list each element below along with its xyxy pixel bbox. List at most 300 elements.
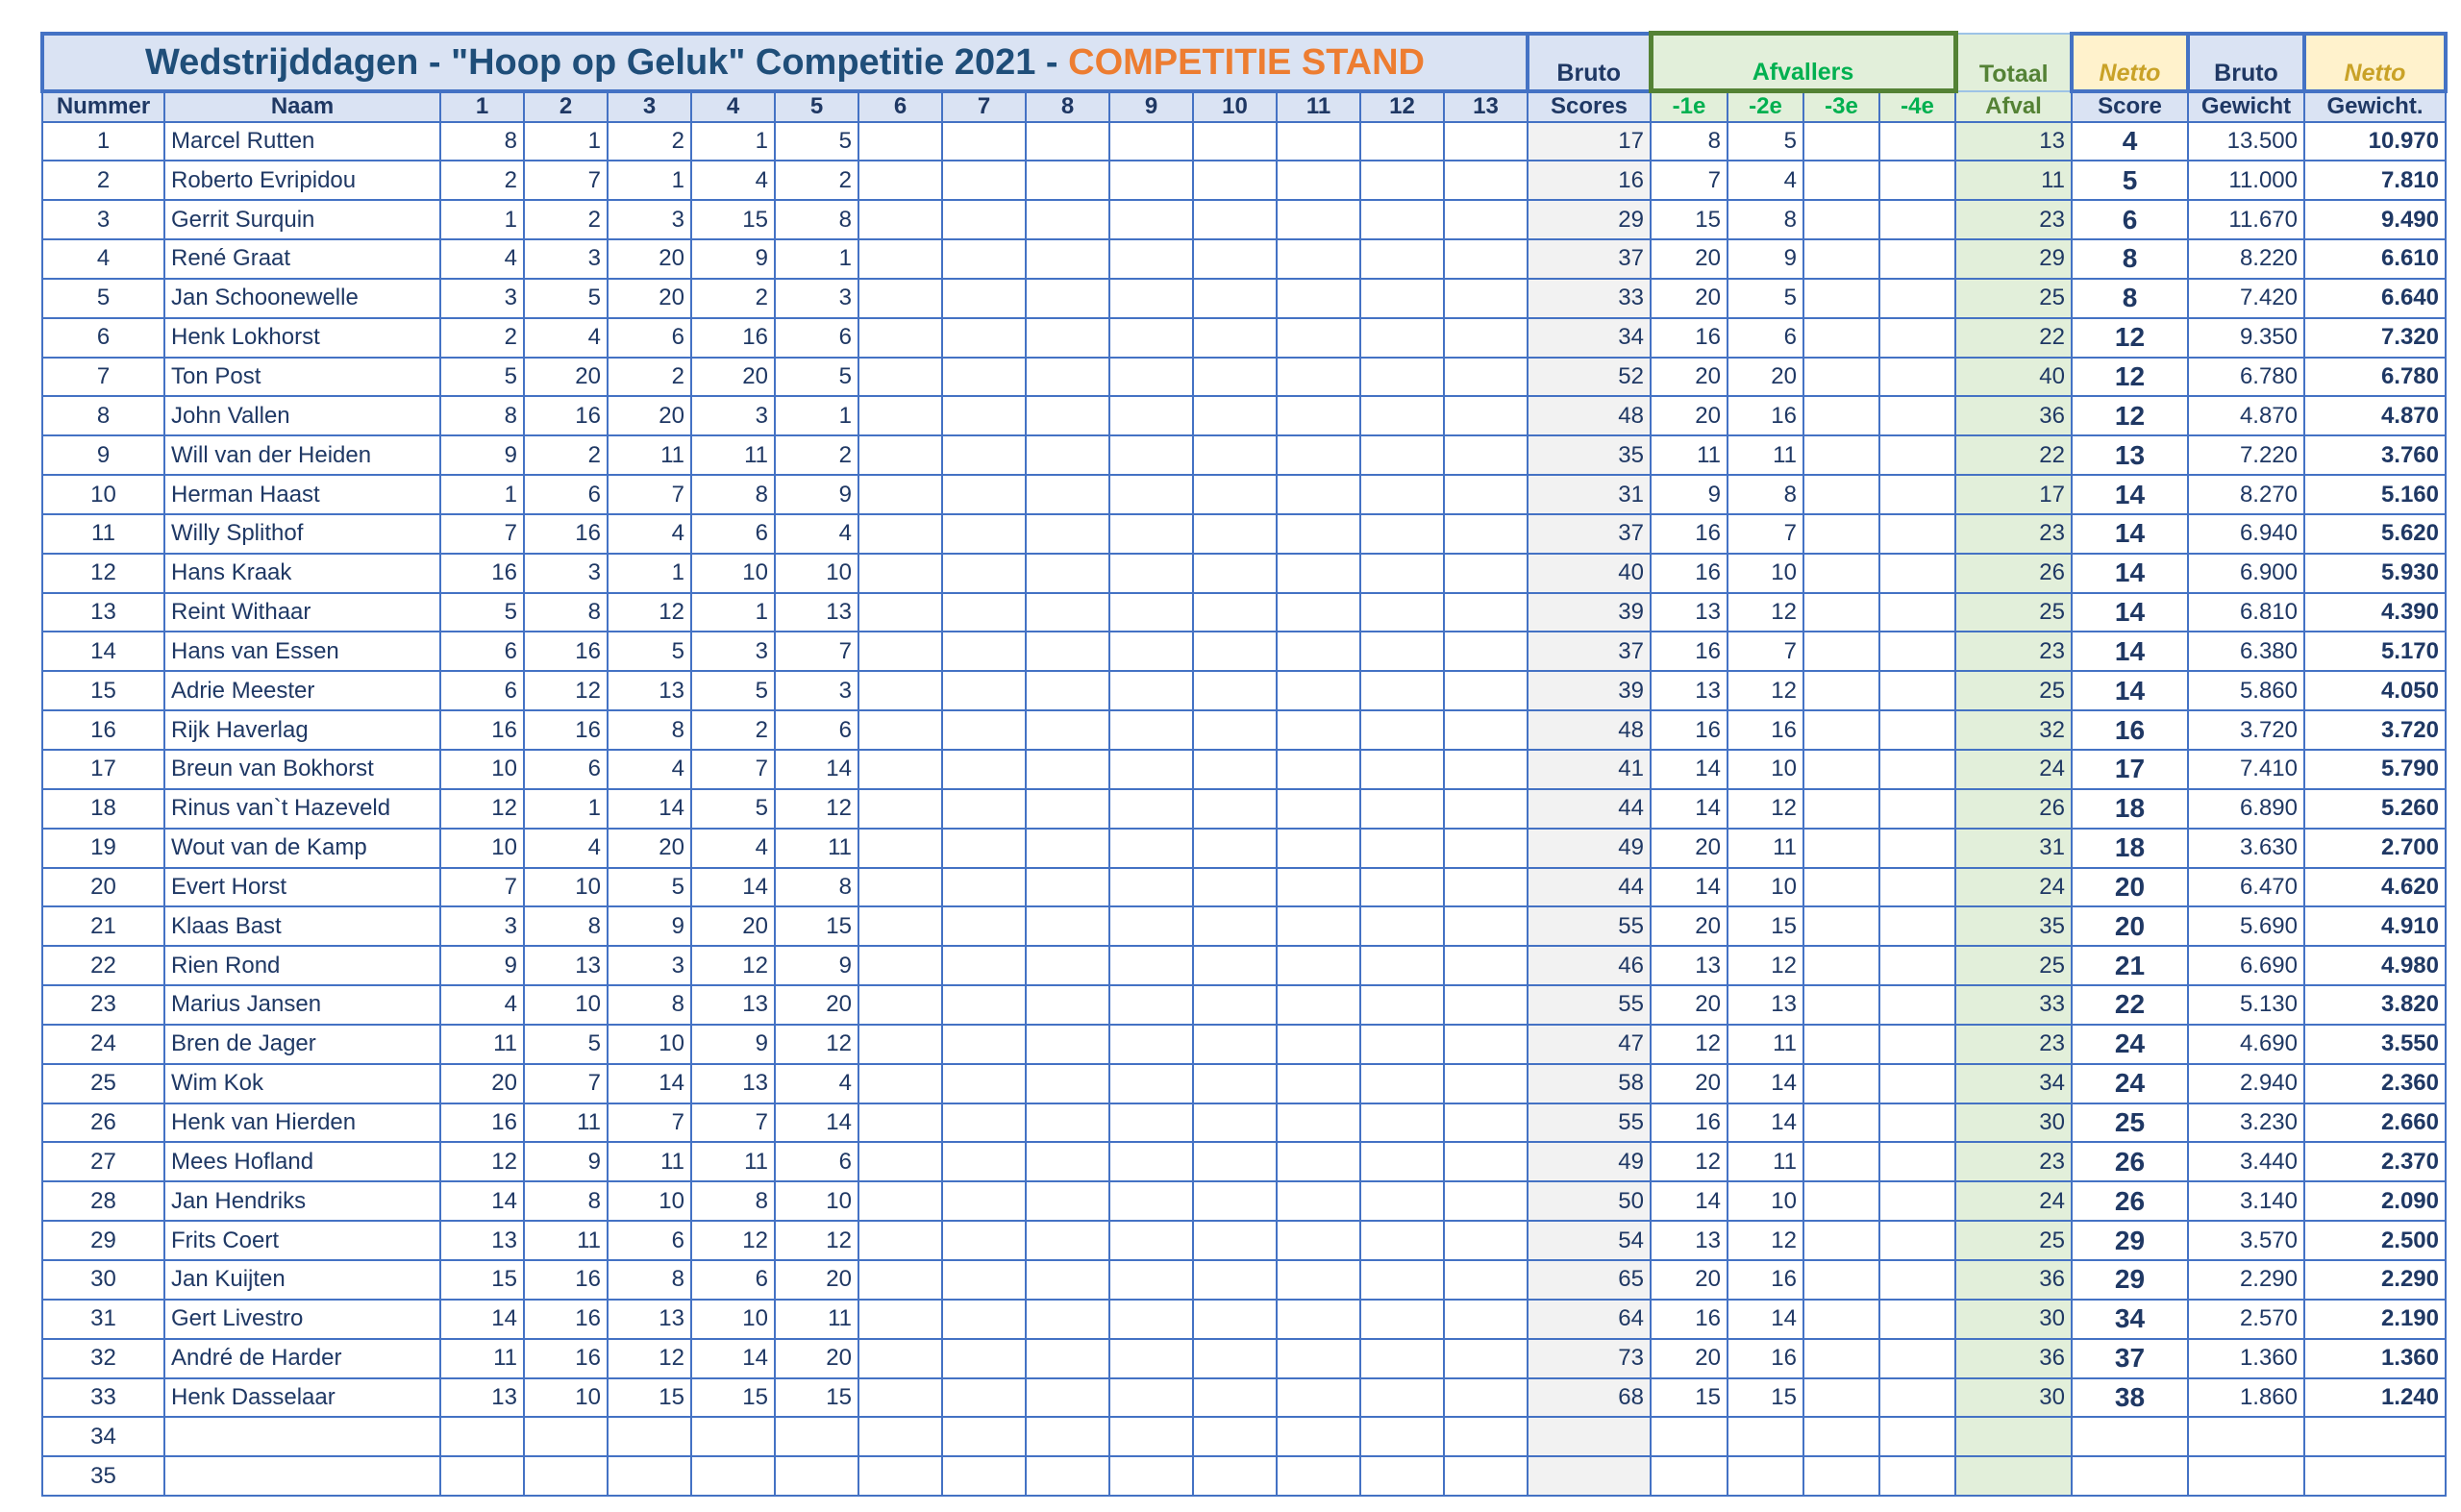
cell-day-score: 15 (440, 1260, 524, 1300)
cell-day-score (1360, 554, 1444, 593)
table-row (42, 1142, 2446, 1181)
cell-day-score (1277, 239, 1360, 279)
cell-afval-total: 31 (1955, 829, 2072, 868)
cell-day-score: 13 (608, 1300, 691, 1339)
cell-day-score (1109, 1221, 1193, 1260)
cell-day-score: 20 (775, 1339, 858, 1378)
cell-day-score: 8 (440, 396, 524, 435)
cell-day-score (1444, 1064, 1528, 1103)
cell-bruto-gewicht: 6.940 (2188, 514, 2304, 554)
cell-bruto-scores: 68 (1528, 1378, 1651, 1418)
cell-afval-total: 36 (1955, 1339, 2072, 1378)
cell-netto-gewicht: 6.640 (2304, 279, 2446, 318)
cell-afval-4 (1879, 435, 1955, 475)
cell-day-score (1360, 122, 1444, 161)
cell-day-score: 20 (524, 358, 608, 397)
table-row (42, 829, 2446, 868)
cell-bruto-gewicht: 8.270 (2188, 475, 2304, 514)
cell-day-score (440, 1417, 524, 1456)
cell-day-score (1360, 985, 1444, 1025)
cell-naam: Mees Hofland (164, 1142, 440, 1181)
cell-afval-total: 24 (1955, 1181, 2072, 1221)
cell-naam: Henk Lokhorst (164, 318, 440, 358)
cell-day-score (1444, 1260, 1528, 1300)
cell-afval-2: 6 (1728, 318, 1803, 358)
cell-day-score: 16 (440, 710, 524, 750)
cell-afval-1: 14 (1651, 750, 1728, 789)
cell-afval-4 (1879, 396, 1955, 435)
col-header-day: 5 (775, 91, 858, 122)
cell-day-score (1444, 710, 1528, 750)
cell-day-score: 20 (608, 239, 691, 279)
cell-afval-4 (1879, 1260, 1955, 1300)
cell-afval-1: 20 (1651, 906, 1728, 946)
cell-day-score: 12 (775, 1025, 858, 1064)
cell-afval-4 (1879, 1064, 1955, 1103)
cell-bruto-gewicht (2188, 1456, 2304, 1496)
cell-day-score: 5 (524, 1025, 608, 1064)
cell-naam: Henk Dasselaar (164, 1378, 440, 1418)
cell-day-score: 5 (608, 632, 691, 671)
cell-day-score (1193, 279, 1277, 318)
cell-afval-total: 23 (1955, 1142, 2072, 1181)
cell-day-score (1277, 750, 1360, 789)
cell-afval-1: 14 (1651, 789, 1728, 829)
cell-day-score: 11 (440, 1025, 524, 1064)
cell-day-score (1193, 1064, 1277, 1103)
cell-netto-gewicht: 2.290 (2304, 1260, 2446, 1300)
competition-standings-table (40, 31, 2448, 1497)
cell-afval-1: 20 (1651, 1339, 1728, 1378)
cell-day-score (1277, 200, 1360, 239)
cell-day-score (1109, 1064, 1193, 1103)
cell-afval-2: 16 (1728, 396, 1803, 435)
cell-day-score: 10 (775, 1181, 858, 1221)
cell-afval-1: 20 (1651, 239, 1728, 279)
cell-day-score: 14 (775, 750, 858, 789)
cell-afval-2: 15 (1728, 906, 1803, 946)
cell-day-score (858, 1025, 942, 1064)
cell-day-score (942, 1300, 1026, 1339)
cell-day-score (858, 750, 942, 789)
cell-day-score (1109, 829, 1193, 868)
cell-afval-2: 10 (1728, 554, 1803, 593)
cell-netto-score: 16 (2072, 710, 2188, 750)
col-header-day: 10 (1193, 91, 1277, 122)
cell-day-score (1360, 1064, 1444, 1103)
cell-day-score: 12 (440, 1142, 524, 1181)
cell-day-score (1109, 1417, 1193, 1456)
cell-afval-1 (1651, 1456, 1728, 1496)
cell-day-score (1193, 789, 1277, 829)
cell-afval-4 (1879, 750, 1955, 789)
cell-bruto-scores: 50 (1528, 1181, 1651, 1221)
cell-afval-2: 14 (1728, 1103, 1803, 1143)
cell-day-score: 8 (608, 710, 691, 750)
cell-afval-total: 26 (1955, 554, 2072, 593)
cell-bruto-gewicht: 1.860 (2188, 1378, 2304, 1418)
cell-afval-total: 35 (1955, 906, 2072, 946)
cell-day-score: 5 (691, 671, 775, 710)
cell-netto-score: 14 (2072, 671, 2188, 710)
cell-netto-score: 29 (2072, 1221, 2188, 1260)
cell-day-score: 1 (440, 475, 524, 514)
cell-afval-total: 33 (1955, 985, 2072, 1025)
cell-bruto-gewicht: 8.220 (2188, 239, 2304, 279)
cell-day-score: 7 (440, 868, 524, 907)
cell-day-score (1360, 1221, 1444, 1260)
cell-afval-1: 13 (1651, 946, 1728, 985)
cell-nummer: 19 (42, 829, 164, 868)
cell-day-score (1026, 358, 1109, 397)
cell-afval-1: 8 (1651, 122, 1728, 161)
cell-day-score (1360, 750, 1444, 789)
cell-nummer: 18 (42, 789, 164, 829)
cell-afval-total: 26 (1955, 789, 2072, 829)
table-row (42, 750, 2446, 789)
cell-day-score (1193, 1025, 1277, 1064)
cell-day-score (942, 593, 1026, 632)
cell-naam: Jan Kuijten (164, 1260, 440, 1300)
cell-naam: Bren de Jager (164, 1025, 440, 1064)
cell-afval-3 (1803, 750, 1879, 789)
cell-afval-2: 7 (1728, 632, 1803, 671)
cell-day-score (858, 239, 942, 279)
cell-bruto-gewicht: 7.410 (2188, 750, 2304, 789)
cell-naam: Wout van de Kamp (164, 829, 440, 868)
cell-day-score (1360, 279, 1444, 318)
cell-afval-total: 29 (1955, 239, 2072, 279)
cell-day-score (1360, 514, 1444, 554)
cell-day-score (1193, 1142, 1277, 1181)
cell-day-score (1026, 946, 1109, 985)
cell-bruto-gewicht: 7.220 (2188, 435, 2304, 475)
cell-bruto-gewicht: 3.440 (2188, 1142, 2304, 1181)
cell-day-score (1193, 1300, 1277, 1339)
cell-day-score (1444, 554, 1528, 593)
cell-day-score (1444, 239, 1528, 279)
cell-day-score (1109, 593, 1193, 632)
col-header-day: 13 (1444, 91, 1528, 122)
cell-afval-2: 10 (1728, 1181, 1803, 1221)
col-header-scores: Scores (1528, 91, 1651, 122)
cell-day-score (1109, 239, 1193, 279)
cell-day-score: 10 (608, 1025, 691, 1064)
cell-naam: Gerrit Surquin (164, 200, 440, 239)
cell-day-score (1444, 829, 1528, 868)
cell-bruto-gewicht: 5.130 (2188, 985, 2304, 1025)
cell-day-score: 11 (524, 1103, 608, 1143)
cell-day-score (1277, 946, 1360, 985)
col-header-afval-4: -4e (1879, 91, 1955, 122)
cell-netto-score: 8 (2072, 279, 2188, 318)
cell-day-score: 12 (691, 1221, 775, 1260)
cell-day-score (1109, 1456, 1193, 1496)
cell-day-score: 1 (691, 593, 775, 632)
cell-day-score (1109, 946, 1193, 985)
table-row (42, 1417, 2446, 1456)
cell-day-score (858, 1300, 942, 1339)
cell-netto-gewicht: 10.970 (2304, 122, 2446, 161)
cell-nummer: 26 (42, 1103, 164, 1143)
cell-afval-1: 16 (1651, 318, 1728, 358)
cell-day-score: 3 (608, 946, 691, 985)
cell-day-score: 10 (524, 868, 608, 907)
table-row (42, 906, 2446, 946)
cell-day-score (1026, 239, 1109, 279)
cell-naam: Herman Haast (164, 475, 440, 514)
cell-day-score (608, 1417, 691, 1456)
cell-day-score (1026, 906, 1109, 946)
cell-afval-total: 22 (1955, 435, 2072, 475)
cell-afval-1: 16 (1651, 632, 1728, 671)
cell-day-score (1444, 1142, 1528, 1181)
cell-day-score (1193, 593, 1277, 632)
cell-day-score (1026, 200, 1109, 239)
cell-bruto-gewicht: 3.630 (2188, 829, 2304, 868)
col-header-day: 3 (608, 91, 691, 122)
cell-day-score (1360, 239, 1444, 279)
cell-bruto-scores: 37 (1528, 514, 1651, 554)
cell-day-score: 3 (691, 632, 775, 671)
cell-bruto-gewicht: 4.690 (2188, 1025, 2304, 1064)
cell-afval-4 (1879, 710, 1955, 750)
cell-afval-total: 13 (1955, 122, 2072, 161)
table-row (42, 985, 2446, 1025)
cell-day-score (858, 1456, 942, 1496)
col-header-gewicht-netto: Gewicht. (2304, 91, 2446, 122)
cell-day-score (858, 161, 942, 200)
cell-afval-2: 16 (1728, 710, 1803, 750)
cell-afval-total: 23 (1955, 632, 2072, 671)
cell-day-score (858, 279, 942, 318)
cell-afval-2: 12 (1728, 671, 1803, 710)
cell-bruto-gewicht: 7.420 (2188, 279, 2304, 318)
cell-netto-score: 14 (2072, 593, 2188, 632)
cell-naam: Hans van Essen (164, 632, 440, 671)
cell-afval-total: 36 (1955, 1260, 2072, 1300)
table-row (42, 475, 2446, 514)
cell-day-score (858, 122, 942, 161)
cell-afval-2: 8 (1728, 200, 1803, 239)
cell-day-score (1277, 318, 1360, 358)
table-row (42, 1181, 2446, 1221)
cell-afval-4 (1879, 122, 1955, 161)
cell-day-score (1026, 829, 1109, 868)
cell-day-score (608, 1456, 691, 1496)
table-row (42, 1456, 2446, 1496)
cell-afval-3 (1803, 435, 1879, 475)
cell-day-score: 4 (524, 829, 608, 868)
cell-day-score (1193, 1417, 1277, 1456)
cell-day-score: 15 (691, 200, 775, 239)
cell-afval-3 (1803, 632, 1879, 671)
cell-afval-3 (1803, 475, 1879, 514)
cell-nummer: 2 (42, 161, 164, 200)
cell-afval-4 (1879, 161, 1955, 200)
cell-day-score (1109, 279, 1193, 318)
cell-day-score: 13 (440, 1221, 524, 1260)
cell-bruto-scores: 49 (1528, 1142, 1651, 1181)
cell-afval-3 (1803, 906, 1879, 946)
cell-day-score (1193, 1260, 1277, 1300)
cell-afval-total: 25 (1955, 1221, 2072, 1260)
cell-day-score (1360, 1260, 1444, 1300)
cell-day-score: 12 (608, 593, 691, 632)
cell-day-score: 6 (775, 318, 858, 358)
cell-day-score: 7 (608, 1103, 691, 1143)
col-header-day: 11 (1277, 91, 1360, 122)
cell-day-score: 7 (440, 514, 524, 554)
cell-day-score (1026, 789, 1109, 829)
cell-afval-1: 12 (1651, 1142, 1728, 1181)
cell-afval-total (1955, 1417, 2072, 1456)
cell-day-score: 2 (608, 122, 691, 161)
cell-day-score: 12 (775, 1221, 858, 1260)
cell-day-score (942, 632, 1026, 671)
cell-afval-1: 20 (1651, 1260, 1728, 1300)
cell-day-score (942, 514, 1026, 554)
cell-day-score (1277, 671, 1360, 710)
cell-afval-4 (1879, 358, 1955, 397)
cell-day-score (1444, 1221, 1528, 1260)
cell-day-score (1193, 396, 1277, 435)
cell-day-score: 4 (691, 161, 775, 200)
cell-netto-gewicht (2304, 1417, 2446, 1456)
cell-day-score (1360, 435, 1444, 475)
cell-day-score (1360, 1417, 1444, 1456)
cell-afval-2: 4 (1728, 161, 1803, 200)
cell-afval-total: 30 (1955, 1378, 2072, 1418)
cell-day-score (1026, 1260, 1109, 1300)
cell-day-score: 4 (775, 514, 858, 554)
cell-netto-gewicht: 4.620 (2304, 868, 2446, 907)
cell-day-score (1277, 514, 1360, 554)
cell-nummer: 10 (42, 475, 164, 514)
cell-bruto-gewicht: 3.570 (2188, 1221, 2304, 1260)
cell-day-score (1026, 1456, 1109, 1496)
cell-day-score (942, 239, 1026, 279)
cell-day-score (1360, 1103, 1444, 1143)
cell-day-score: 1 (524, 789, 608, 829)
cell-day-score: 1 (608, 554, 691, 593)
cell-day-score (1277, 1221, 1360, 1260)
cell-day-score: 9 (775, 946, 858, 985)
cell-afval-4 (1879, 985, 1955, 1025)
cell-afval-3 (1803, 1064, 1879, 1103)
cell-netto-score: 5 (2072, 161, 2188, 200)
cell-day-score (1360, 1142, 1444, 1181)
col-header-afval-total: Afval (1955, 91, 2072, 122)
cell-afval-2 (1728, 1417, 1803, 1456)
cell-day-score: 3 (524, 239, 608, 279)
cell-nummer: 29 (42, 1221, 164, 1260)
cell-day-score (1444, 1417, 1528, 1456)
cell-afval-2: 15 (1728, 1378, 1803, 1418)
cell-afval-3 (1803, 279, 1879, 318)
cell-day-score: 11 (691, 1142, 775, 1181)
cell-day-score (1109, 514, 1193, 554)
cell-naam: Roberto Evripidou (164, 161, 440, 200)
cell-day-score: 3 (440, 906, 524, 946)
cell-day-score (1277, 1456, 1360, 1496)
cell-day-score (1444, 632, 1528, 671)
cell-day-score: 9 (608, 906, 691, 946)
cell-netto-score: 6 (2072, 200, 2188, 239)
cell-day-score: 11 (524, 1221, 608, 1260)
cell-nummer: 9 (42, 435, 164, 475)
cell-afval-total: 23 (1955, 1025, 2072, 1064)
cell-bruto-scores: 54 (1528, 1221, 1651, 1260)
cell-afval-total: 11 (1955, 161, 2072, 200)
cell-afval-1: 16 (1651, 1300, 1728, 1339)
cell-afval-total: 32 (1955, 710, 2072, 750)
cell-day-score: 20 (775, 1260, 858, 1300)
cell-netto-gewicht: 2.700 (2304, 829, 2446, 868)
col-header-gewicht: Gewicht (2188, 91, 2304, 122)
cell-day-score (942, 750, 1026, 789)
cell-day-score (858, 1339, 942, 1378)
cell-afval-1: 15 (1651, 1378, 1728, 1418)
col-header-afval-2: -2e (1728, 91, 1803, 122)
cell-afval-2: 11 (1728, 829, 1803, 868)
cell-day-score: 2 (691, 279, 775, 318)
cell-netto-score: 38 (2072, 1378, 2188, 1418)
cell-day-score (858, 554, 942, 593)
cell-day-score (1444, 1025, 1528, 1064)
cell-day-score (858, 435, 942, 475)
cell-naam: Rijk Haverlag (164, 710, 440, 750)
cell-afval-3 (1803, 239, 1879, 279)
cell-bruto-scores: 39 (1528, 593, 1651, 632)
cell-day-score: 1 (691, 122, 775, 161)
cell-nummer: 24 (42, 1025, 164, 1064)
cell-day-score (1277, 122, 1360, 161)
cell-netto-score: 14 (2072, 554, 2188, 593)
cell-day-score (1360, 906, 1444, 946)
cell-afval-total: 24 (1955, 868, 2072, 907)
header-netto-score: Netto (2072, 34, 2188, 91)
cell-day-score (1026, 985, 1109, 1025)
table-row (42, 789, 2446, 829)
cell-day-score: 16 (524, 1300, 608, 1339)
cell-day-score: 2 (691, 710, 775, 750)
cell-day-score (1277, 1417, 1360, 1456)
cell-day-score (1193, 435, 1277, 475)
cell-afval-4 (1879, 1456, 1955, 1496)
cell-day-score (942, 279, 1026, 318)
cell-day-score: 16 (524, 396, 608, 435)
cell-afval-2: 11 (1728, 1142, 1803, 1181)
table-row (42, 554, 2446, 593)
cell-day-score (1193, 161, 1277, 200)
cell-afval-1: 20 (1651, 396, 1728, 435)
cell-bruto-gewicht: 1.360 (2188, 1339, 2304, 1378)
cell-day-score (691, 1456, 775, 1496)
cell-day-score (1444, 750, 1528, 789)
cell-afval-1: 16 (1651, 1103, 1728, 1143)
cell-day-score: 13 (775, 593, 858, 632)
cell-day-score (1444, 868, 1528, 907)
table-row (42, 396, 2446, 435)
cell-netto-gewicht: 6.780 (2304, 358, 2446, 397)
cell-day-score: 16 (524, 710, 608, 750)
cell-bruto-gewicht: 5.690 (2188, 906, 2304, 946)
cell-day-score: 14 (440, 1181, 524, 1221)
cell-day-score (1444, 475, 1528, 514)
cell-netto-gewicht: 4.910 (2304, 906, 2446, 946)
cell-day-score (858, 1064, 942, 1103)
